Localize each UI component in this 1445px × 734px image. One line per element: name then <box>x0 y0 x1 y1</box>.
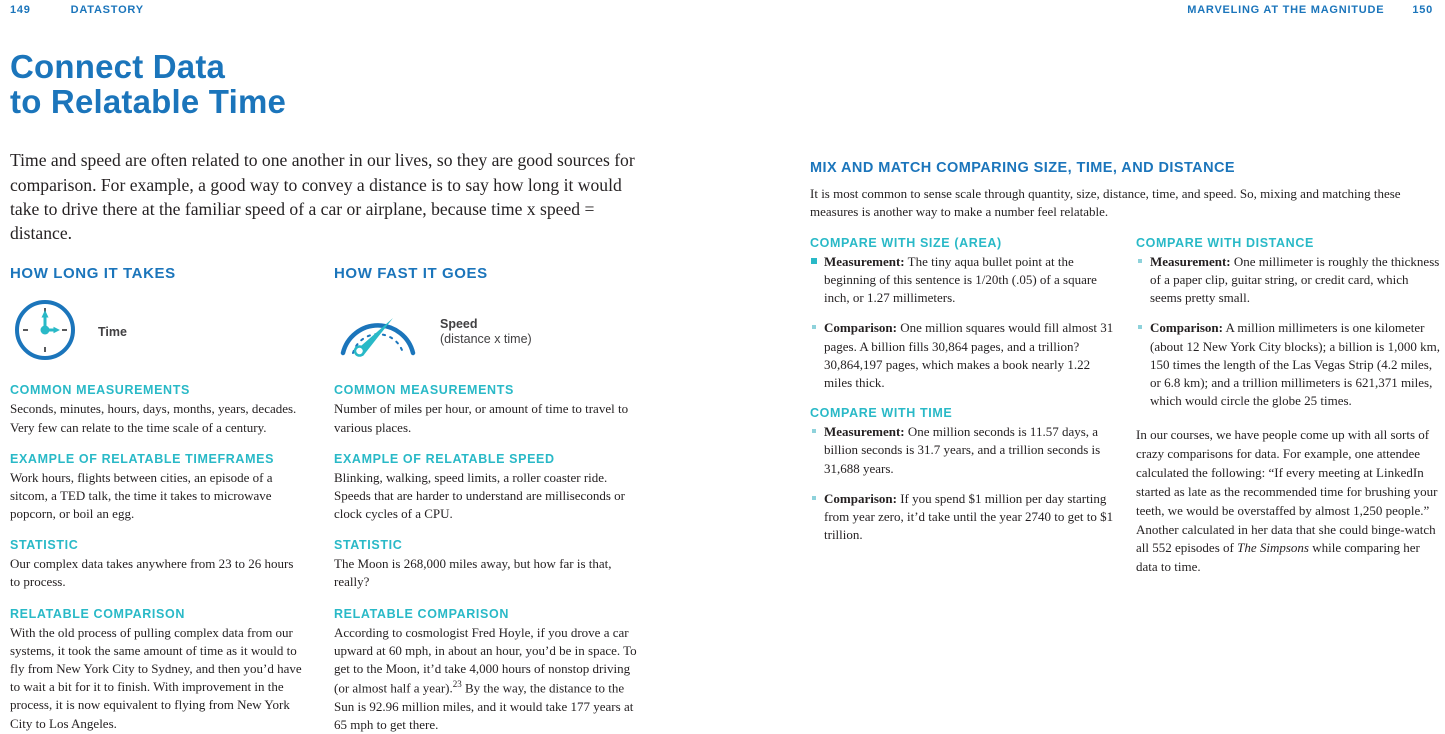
left-page-columns <box>10 265 658 734</box>
section-body-common-measurements: Seconds, minutes, hours, days, months, years, decades. Very few can relate to the time scale of a century. <box>10 401 297 435</box>
intro-paragraph: Time and speed are often related to one another in our lives, so they are good sources for comparison. For example, a good way to convey a distance is to say how long it would take to drive there at the familiar speed of a car or airplane, because time x speed = distance. <box>10 150 635 244</box>
time-icon-caption <box>98 325 127 341</box>
compare-time-comparison <box>824 490 1115 545</box>
comparison-body-pre: According to cosmologist Fred Hoyle, if you drove a car upward at 60 mph, in about an hour, you’d be in space. To get to the Moon, it’d take 4,000 hours of nonstop driving (or almost half a year). <box>334 624 637 696</box>
page-title-line2: to Relatable Time <box>10 82 287 120</box>
closing-italic-title: The Simpsons <box>1237 540 1309 556</box>
left-page <box>10 50 658 734</box>
closing-paragraph <box>1136 426 1441 577</box>
square-bullet-icon <box>1138 259 1142 263</box>
section-body-relatable-timeframes: Work hours, flights between cities, an episode of a sitcom, a TED talk, the time it takes to microwave popcorn, or boil an egg. <box>10 469 273 522</box>
comparison-label: Comparison: <box>824 490 897 506</box>
section-heading-relatable-speed: EXAMPLE OF RELATABLE SPEED <box>334 451 555 466</box>
time-icon-label: Time <box>98 324 127 339</box>
comparison-text: A million millimeters is one kilometer (about 12 New York City blocks); a billion is 1,000 km, 150 times the length of the Las Vegas Strip (4.2 miles, or 6.8 km); and a trillion millimeters is 621,371 miles, which would circle the globe 25 times. <box>1150 320 1440 409</box>
compare-distance-measurement <box>1150 253 1441 308</box>
left-page-number: 149 <box>10 4 31 16</box>
section-body-relatable-comparison: With the old process of pulling complex data from our systems, it took the same amount of time as it would to fly from New York City to Sydney, and then you’d have to wait a bit for it to finish. With improvement in the process, it is now equivalent to flying from New York City to Los Angeles. <box>10 624 302 731</box>
measurement-text: The tiny aqua bullet point at the beginning of this sentence is 1/20th (.05) of a square inch, or 1.27 millimeters. <box>824 253 1097 306</box>
compare-with-size-group <box>810 236 1115 392</box>
right-page-number: 150 <box>1412 4 1433 16</box>
comparison-label: Comparison: <box>1150 320 1223 336</box>
measurement-text: One million seconds is 11.57 days, a billion seconds is 31.7 years, and a trillion seconds is 31,688 years. <box>824 424 1101 476</box>
book-title: DATASTORY <box>70 4 144 16</box>
list-item <box>810 423 1115 478</box>
right-page-col1 <box>810 236 1115 577</box>
list-item <box>810 319 1115 392</box>
list-item <box>810 253 1115 308</box>
square-bullet-icon <box>812 325 816 329</box>
compare-size-heading: COMPARE WITH SIZE (AREA) <box>810 235 1002 250</box>
closing-post: while comparing her data to time. <box>1136 540 1420 575</box>
square-bullet-icon <box>812 429 816 433</box>
running-head-right <box>1187 4 1433 16</box>
section-body-statistic: The Moon is 268,000 miles away, but how far is that, really? <box>334 556 612 590</box>
speed-icon-label: Speed <box>440 316 478 331</box>
column1-heading: HOW LONG IT TAKES <box>10 265 176 283</box>
section-body-relatable-speed: Blinking, walking, speed limits, a roller coaster ride. Speeds that are harder to understand are milliseconds or clock cycles of a CPU. <box>334 469 625 522</box>
speed-icon-row <box>336 296 640 368</box>
section-heading-relatable-comparison: RELATABLE COMPARISON <box>334 606 509 621</box>
running-head-left <box>10 4 144 16</box>
measurement-text: One millimeter is roughly the thickness of a paper clip, guitar string, or credit card, which seems pretty small. <box>1150 253 1440 306</box>
comparison-body-post: By the way, the distance to the Sun is 92.96 million miles, and it would take 177 years at 65 mph to get there. <box>334 680 634 732</box>
closing-pre: In our courses, we have people come up with all sorts of crazy comparisons for data. For example, one attendee calculated the following: “If every meeting at LinkedIn started as late as the recommended time for brushing your teeth, we would be overstaffed by almost 1,250 people.” Another calculated in her data that she could binge-watch all 552 episodes of <box>1136 427 1438 556</box>
speed-icon-caption <box>440 317 532 348</box>
compare-time-heading: COMPARE WITH TIME <box>810 406 953 421</box>
comparison-text: One million squares would fill almost 31 pages. A billion fills 30,864 pages, and a trillion? 30,864,197 pages, which makes a book nearly 1.22 miles thick. <box>824 320 1114 391</box>
right-page-columns <box>810 236 1445 577</box>
speed-icon-sublabel: (distance x time) <box>440 332 532 347</box>
clock-icon <box>12 297 78 368</box>
section-heading-common-measurements: COMMON MEASUREMENTS <box>10 383 190 398</box>
compare-size-measurement <box>824 253 1115 308</box>
time-icon-row <box>12 296 306 368</box>
mix-and-match-intro: It is most common to sense scale through quantity, size, distance, time, and speed. So, mixing and matching these measures is another way to make a number feel relatable. <box>810 186 1401 220</box>
column-how-long-it-takes <box>10 265 306 734</box>
measurement-label: Measurement: <box>824 253 905 269</box>
column-how-fast-it-goes <box>334 265 640 734</box>
compare-distance-heading: COMPARE WITH DISTANCE <box>1136 235 1314 250</box>
compare-size-comparison <box>824 319 1115 392</box>
running-head <box>10 4 1433 16</box>
compare-time-measurement <box>824 423 1115 478</box>
section-heading-relatable-timeframes: EXAMPLE OF RELATABLE TIMEFRAMES <box>10 451 275 466</box>
list-item <box>1136 253 1441 308</box>
page-title-line1: Connect Data <box>10 48 226 85</box>
footnote-marker: 23 <box>452 679 462 690</box>
compare-distance-comparison <box>1150 319 1441 410</box>
speedometer-icon <box>336 301 420 364</box>
page-title <box>10 50 658 119</box>
list-item <box>810 490 1115 545</box>
compare-with-distance-group <box>1136 236 1441 411</box>
square-bullet-icon <box>811 258 817 264</box>
right-page <box>810 160 1445 577</box>
mix-and-match-heading: MIX AND MATCH COMPARING SIZE, TIME, AND DISTANCE <box>810 160 1235 176</box>
section-heading-statistic: STATISTIC <box>10 538 79 553</box>
comparison-label: Comparison: <box>824 320 897 336</box>
section-heading-common-measurements: COMMON MEASUREMENTS <box>334 383 514 398</box>
square-bullet-icon <box>1138 325 1142 329</box>
section-body-common-measurements: Number of miles per hour, or amount of time to travel to various places. <box>334 401 629 435</box>
square-bullet-icon <box>812 496 816 500</box>
compare-with-time-group <box>810 406 1115 544</box>
list-item <box>1136 319 1441 410</box>
section-heading-relatable-comparison: RELATABLE COMPARISON <box>10 606 185 621</box>
measurement-label: Measurement: <box>824 424 905 440</box>
measurement-label: Measurement: <box>1150 253 1231 269</box>
comparison-text: If you spend $1 million per day starting from year zero, it’d take until the year 2740 to get to $1 trillion. <box>824 490 1114 543</box>
chapter-title: MARVELING AT THE MAGNITUDE <box>1187 4 1385 16</box>
section-heading-statistic: STATISTIC <box>334 538 403 553</box>
column2-heading: HOW FAST IT GOES <box>334 265 488 283</box>
section-body-statistic: Our complex data takes anywhere from 23 to 26 hours to process. <box>10 556 294 590</box>
section-body-relatable-comparison <box>334 624 640 734</box>
right-page-col2 <box>1136 236 1441 577</box>
